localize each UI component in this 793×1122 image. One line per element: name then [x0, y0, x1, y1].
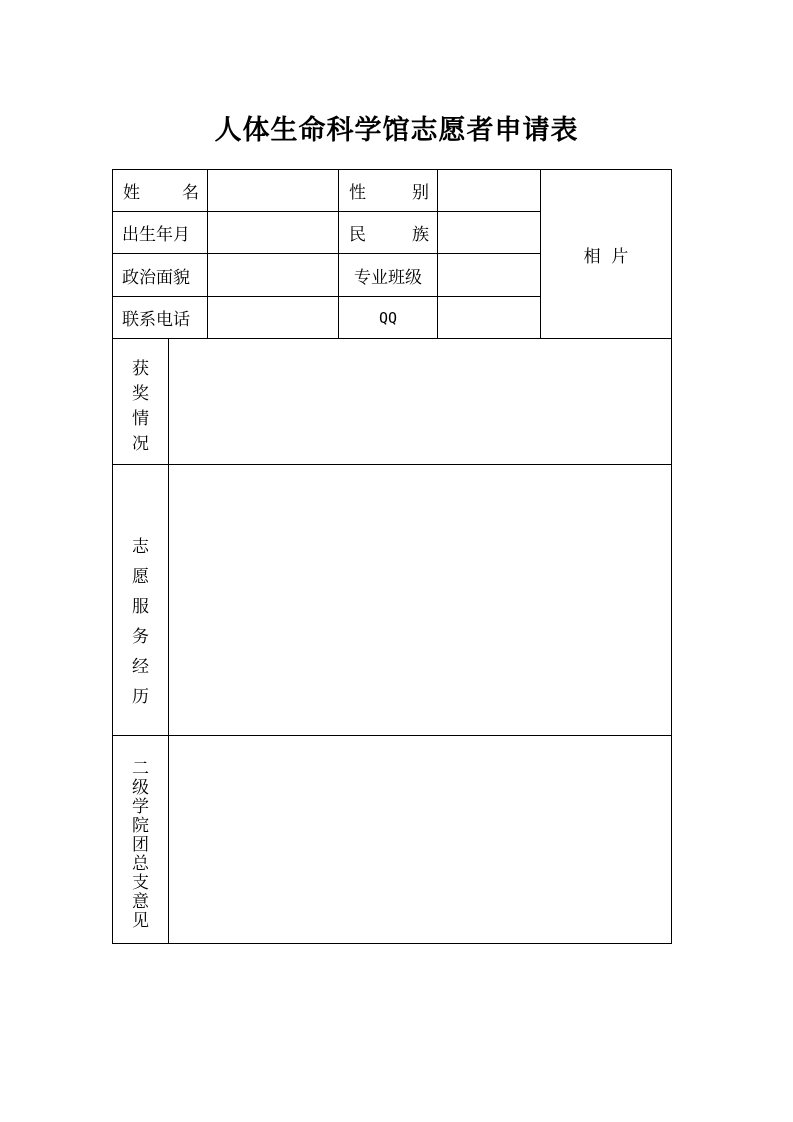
- opinion-char-7: 支: [132, 873, 149, 893]
- opinion-char-5: 团: [132, 835, 149, 855]
- awards-label: [113, 354, 168, 454]
- gender-label-char-1: 性: [349, 183, 366, 203]
- name-label-char-1: 姓: [123, 183, 140, 203]
- experience-char-2: 愿: [132, 567, 149, 587]
- experience-char-4: 务: [132, 627, 149, 647]
- table-border-bottom: [112, 943, 672, 944]
- opinion-char-1: 二: [132, 759, 149, 779]
- awards-char-1: 获: [132, 359, 149, 379]
- name-label: [113, 170, 207, 211]
- experience-label: [113, 532, 168, 712]
- awards-char-2: 奖: [132, 384, 149, 404]
- name-field[interactable]: [208, 170, 338, 211]
- opinion-char-6: 总: [132, 854, 149, 874]
- opinion-char-4: 院: [132, 816, 149, 836]
- qq-label: QQ: [378, 308, 398, 327]
- name-label-char-2: 名: [182, 183, 199, 203]
- gender-label: [339, 170, 437, 211]
- ethnicity-label-char-1: 民: [349, 225, 366, 245]
- photo-label[interactable]: 相 片: [583, 246, 629, 267]
- major-class-label: 专业班级: [354, 267, 422, 288]
- awards-char-4: 况: [132, 434, 149, 454]
- opinion-char-8: 意: [132, 892, 149, 912]
- ethnicity-label: [339, 212, 437, 253]
- opinion-char-9: 见: [132, 911, 149, 931]
- phone-field[interactable]: [208, 297, 338, 338]
- experience-char-5: 经: [132, 657, 149, 677]
- ethnicity-label-char-2: 族: [412, 225, 429, 245]
- opinion-field[interactable]: [169, 736, 671, 943]
- table-border-right: [671, 169, 672, 944]
- major-class-field[interactable]: [438, 254, 540, 296]
- form-title: 人体生命科学馆志愿者申请表: [214, 115, 579, 146]
- experience-char-1: 志: [132, 537, 149, 557]
- experience-field[interactable]: [169, 465, 671, 735]
- awards-field[interactable]: [169, 339, 671, 464]
- phone-label: 联系电话: [122, 310, 190, 330]
- political-label: 政治面貌: [122, 267, 190, 288]
- political-field[interactable]: [208, 254, 338, 296]
- awards-char-3: 情: [132, 409, 149, 429]
- opinion-char-2: 级: [132, 778, 149, 798]
- birth-field[interactable]: [208, 212, 338, 253]
- gender-label-char-2: 别: [412, 183, 429, 203]
- experience-char-3: 服: [132, 597, 149, 617]
- gender-field[interactable]: [438, 170, 540, 211]
- qq-field[interactable]: [438, 297, 540, 338]
- opinion-char-3: 学: [132, 797, 149, 817]
- ethnicity-field[interactable]: [438, 212, 540, 253]
- birth-label: 出生年月: [122, 225, 190, 245]
- experience-char-6: 历: [132, 687, 149, 707]
- opinion-label: [113, 760, 168, 931]
